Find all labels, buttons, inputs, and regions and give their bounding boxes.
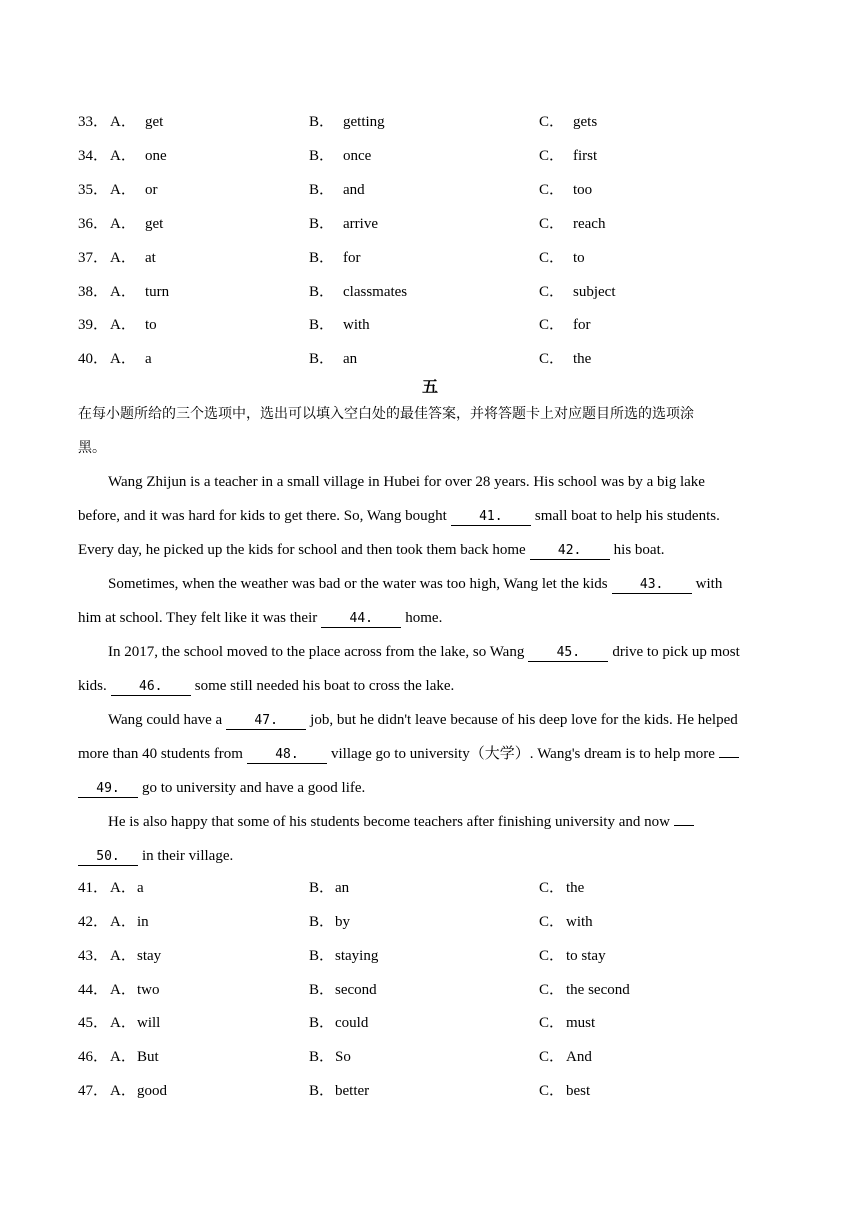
option-b-letter: B．: [309, 148, 335, 164]
option-a-letter: A．: [110, 880, 136, 896]
option-c-text: the: [573, 351, 592, 367]
option-b-letter: B．: [309, 948, 335, 964]
passage-text: some still needed his boat to cross the lake.: [194, 678, 455, 694]
option-a-letter: A．: [110, 914, 136, 930]
option-c-text: for: [573, 317, 591, 333]
option-b-text: an: [335, 880, 350, 896]
option-row-43: [78, 946, 798, 966]
question-number: 41．: [78, 880, 109, 896]
blank-46: 46.: [111, 679, 191, 696]
passage-line: [78, 744, 743, 764]
blank-48: 48.: [247, 747, 327, 764]
option-c-letter: C．: [539, 1083, 565, 1099]
blank-44: 44.: [321, 611, 401, 628]
passage-text: his boat.: [613, 542, 665, 558]
option-a-text: a: [145, 351, 152, 367]
question-number: 47．: [78, 1083, 109, 1099]
question-number: 36．: [78, 216, 109, 232]
passage-line: [108, 642, 740, 662]
option-a-letter: A．: [110, 250, 136, 266]
option-a-text: will: [137, 1015, 161, 1031]
option-row-38: [78, 282, 798, 302]
question-number: 35．: [78, 182, 109, 198]
option-c-letter: C．: [539, 182, 565, 198]
option-c-letter: C．: [539, 284, 565, 300]
passage-text: drive to pick up most: [612, 644, 740, 660]
passage-text: Sometimes, when the weather was bad or the water was too high, Wang let the kids: [108, 576, 608, 592]
option-b-text: classmates: [343, 284, 408, 300]
blank-41: 41.: [451, 509, 531, 526]
option-b-text: getting: [343, 114, 385, 130]
option-a-text: or: [145, 182, 158, 198]
option-row-33: [78, 112, 798, 132]
option-b-letter: B．: [309, 1083, 335, 1099]
option-b-letter: B．: [309, 351, 335, 367]
blank-50: 50.: [78, 849, 138, 866]
option-a-letter: A．: [110, 351, 136, 367]
option-a-letter: A．: [110, 982, 136, 998]
passage-line: [78, 846, 233, 866]
question-number: 42．: [78, 914, 109, 930]
passage-line: [78, 608, 442, 628]
option-b-text: and: [343, 182, 365, 198]
option-c-letter: C．: [539, 148, 565, 164]
option-c-text: with: [566, 914, 593, 930]
question-number: 33．: [78, 114, 109, 130]
option-a-text: get: [145, 114, 164, 130]
option-a-text: to: [145, 317, 157, 333]
passage-line: [78, 676, 454, 696]
option-a-text: good: [137, 1083, 167, 1099]
instruction-line-2: 黑。: [78, 440, 106, 456]
option-b-text: So: [335, 1049, 351, 1065]
option-c-text: best: [566, 1083, 591, 1099]
option-a-letter: A．: [110, 182, 136, 198]
option-c-text: to stay: [566, 948, 606, 964]
question-number: 34．: [78, 148, 109, 164]
option-a-text: But: [137, 1049, 159, 1065]
passage-text: He is also happy that some of his students become teachers after finishing university and now: [108, 814, 670, 830]
option-a-text: a: [137, 880, 144, 896]
passage-text: Every day, he picked up the kids for school and then took them back home: [78, 542, 526, 558]
passage-text: kids.: [78, 678, 107, 694]
option-b-text: with: [343, 317, 370, 333]
option-a-text: one: [145, 148, 167, 164]
option-a-letter: A．: [110, 148, 136, 164]
option-b-text: for: [343, 250, 361, 266]
option-c-letter: C．: [539, 317, 565, 333]
option-row-40: [78, 349, 798, 369]
question-number: 39．: [78, 317, 109, 333]
option-b-letter: B．: [309, 982, 335, 998]
option-row-35: [78, 180, 798, 200]
option-row-44: [78, 980, 798, 1000]
option-b-text: could: [335, 1015, 369, 1031]
blank-45: 45.: [528, 645, 608, 662]
option-a-text: in: [137, 914, 149, 930]
option-c-text: must: [566, 1015, 596, 1031]
option-a-text: stay: [137, 948, 162, 964]
passage-text: with: [695, 576, 723, 592]
option-b-letter: B．: [309, 182, 335, 198]
blank-42: 42.: [530, 543, 610, 560]
question-number: 44．: [78, 982, 109, 998]
question-number: 37．: [78, 250, 109, 266]
option-row-37: [78, 248, 798, 268]
option-b-letter: B．: [309, 880, 335, 896]
option-c-letter: C．: [539, 982, 565, 998]
option-c-letter: C．: [539, 114, 565, 130]
option-b-letter: B．: [309, 284, 335, 300]
blank-43: 43.: [612, 577, 692, 594]
option-b-letter: B．: [309, 1049, 335, 1065]
option-a-letter: A．: [110, 216, 136, 232]
option-b-letter: B．: [309, 250, 335, 266]
passage-text: him at school. They felt like it was their: [78, 610, 318, 626]
option-a-text: turn: [145, 284, 170, 300]
option-c-text: the: [566, 880, 585, 896]
option-row-41: [78, 878, 798, 898]
question-number: 46．: [78, 1049, 109, 1065]
option-row-46: [78, 1047, 798, 1067]
option-a-text: two: [137, 982, 160, 998]
passage-text: go to university and have a good life.: [142, 780, 366, 796]
section-title: 五: [421, 377, 438, 396]
passage-line: [108, 574, 722, 594]
option-c-letter: C．: [539, 1015, 565, 1031]
question-number: 43．: [78, 948, 109, 964]
option-c-text: to: [573, 250, 585, 266]
option-c-letter: C．: [539, 948, 565, 964]
option-b-text: an: [343, 351, 358, 367]
option-b-letter: B．: [309, 1015, 335, 1031]
question-number: 40．: [78, 351, 109, 367]
option-b-letter: B．: [309, 914, 335, 930]
option-a-letter: A．: [110, 114, 136, 130]
option-c-text: subject: [573, 284, 616, 300]
instruction-line-1: 在每小题所给的三个选项中，选出可以填入空白处的最佳答案，并将答题卡上对应题目所选的选项涂: [78, 406, 694, 422]
option-row-34: [78, 146, 798, 166]
option-c-text: gets: [573, 114, 598, 130]
option-b-text: staying: [335, 948, 379, 964]
option-c-letter: C．: [539, 914, 565, 930]
passage-text: In 2017, the school moved to the place across from the lake, so Wang: [108, 644, 525, 660]
passage-line: [78, 540, 665, 560]
passage-text: job, but he didn't leave because of his deep love for the kids. He helped: [310, 712, 738, 728]
question-number: 45．: [78, 1015, 109, 1031]
option-a-letter: A．: [110, 317, 136, 333]
passage-line: [78, 506, 720, 526]
option-a-letter: A．: [110, 1083, 136, 1099]
option-c-letter: C．: [539, 216, 565, 232]
blank-50-start: [674, 825, 694, 826]
option-c-letter: C．: [539, 1049, 565, 1065]
passage-text: village go to university（大学）. Wang's dream is to help more: [330, 746, 715, 762]
passage-text: before, and it was hard for kids to get there. So, Wang bought: [78, 508, 447, 524]
option-a-text: get: [145, 216, 164, 232]
option-a-letter: A．: [110, 948, 136, 964]
passage-text: small boat to help his students.: [534, 508, 720, 524]
option-b-letter: B．: [309, 114, 335, 130]
option-b-text: once: [343, 148, 372, 164]
passage-text: Wang could have a: [108, 712, 223, 728]
option-b-text: better: [335, 1083, 370, 1099]
passage-line: [108, 710, 738, 730]
passage-text: in their village.: [142, 848, 234, 864]
question-number: 38．: [78, 284, 109, 300]
passage-line: Wang Zhijun is a teacher in a small village in Hubei for over 28 years. His school was by a big lake: [108, 474, 705, 490]
option-b-letter: B．: [309, 216, 335, 232]
option-b-text: by: [335, 914, 350, 930]
blank-49-start: [719, 757, 739, 758]
option-c-text: And: [566, 1049, 592, 1065]
option-row-45: [78, 1013, 798, 1033]
passage-line: [108, 812, 698, 832]
option-a-letter: A．: [110, 1015, 136, 1031]
option-c-text: too: [573, 182, 593, 198]
option-c-letter: C．: [539, 250, 565, 266]
option-a-text: at: [145, 250, 156, 266]
option-c-letter: C．: [539, 880, 565, 896]
option-b-letter: B．: [309, 317, 335, 333]
option-row-47: [78, 1081, 798, 1101]
blank-49: 49.: [78, 781, 138, 798]
option-a-letter: A．: [110, 1049, 136, 1065]
passage-line: [78, 778, 365, 798]
option-c-letter: C．: [539, 351, 565, 367]
blank-47: 47.: [226, 713, 306, 730]
passage-text: home.: [405, 610, 443, 626]
option-a-letter: A．: [110, 284, 136, 300]
option-c-text: first: [573, 148, 598, 164]
option-row-42: [78, 912, 798, 932]
option-c-text: reach: [573, 216, 606, 232]
option-b-text: second: [335, 982, 377, 998]
passage-text: more than 40 students from: [78, 746, 243, 762]
option-row-39: [78, 315, 798, 335]
option-c-text: the second: [566, 982, 630, 998]
option-b-text: arrive: [343, 216, 378, 232]
option-row-36: [78, 214, 798, 234]
